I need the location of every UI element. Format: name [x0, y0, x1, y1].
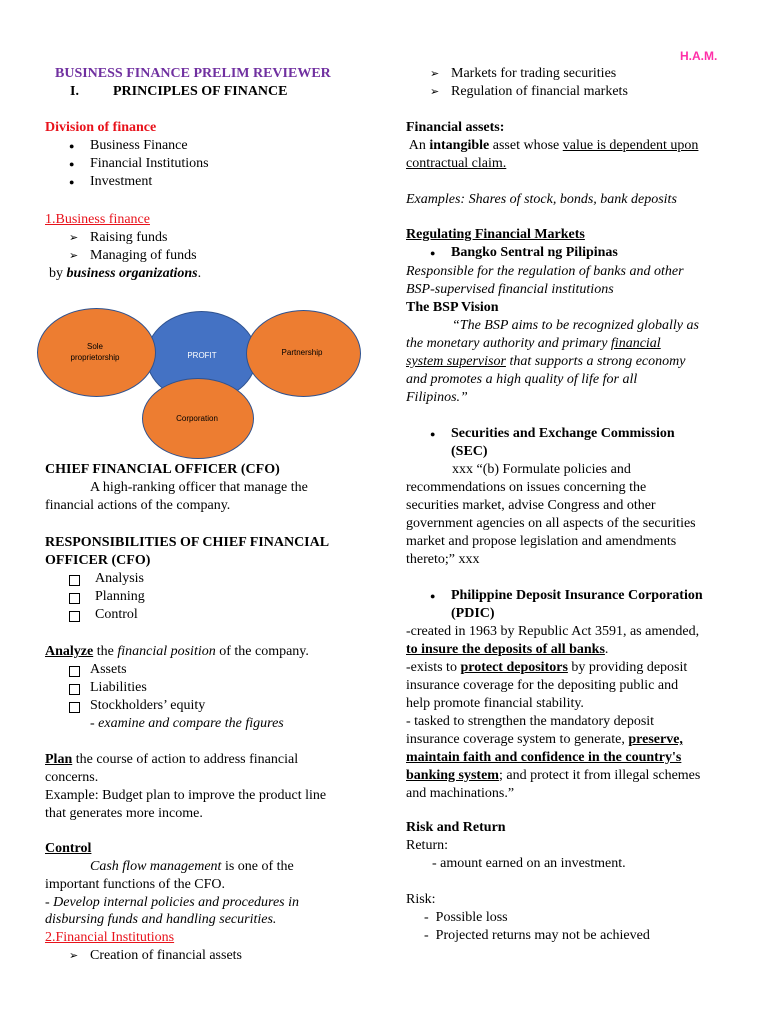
pdic-line2 [406, 641, 608, 659]
section-number: I. [70, 84, 79, 99]
risk-label: Risk: [406, 892, 436, 907]
checkbox-bullet-icon [69, 575, 80, 586]
document-title: BUSINESS FINANCE PRELIM REVIEWER [55, 66, 331, 81]
plan-example-line2: that generates more income. [45, 806, 203, 821]
pdic2-end: . [604, 642, 609, 657]
corporation-label: Corporation [176, 414, 218, 423]
bullet-icon: ● [430, 429, 436, 439]
pdic-line7 [406, 731, 683, 749]
control-line2: important functions of the CFO. [45, 877, 226, 892]
analyze-item: Stockholders’ equity [90, 698, 206, 713]
analyze-word: Analyze [45, 644, 94, 659]
cfo-heading: CHIEF FINANCIAL OFFICER (CFO) [45, 462, 280, 477]
plan-example-line1: Example: Budget plan to improve the product line [45, 788, 327, 803]
control-rest: is one of the [221, 859, 294, 874]
author-initials: H.A.M. [680, 49, 718, 63]
analyze-italic: financial position [117, 644, 216, 659]
bf-by-line [49, 265, 201, 283]
pdic9b: ; and protect it from illegal schemes [498, 768, 701, 783]
return-definition: - amount earned on an investment. [432, 856, 626, 871]
bf-item: Managing of funds [90, 248, 197, 263]
fi-item: Regulation of financial markets [451, 84, 628, 99]
plan-word: Plan [45, 752, 73, 767]
plan-line2: concerns. [45, 770, 99, 785]
bullet-icon: ● [69, 177, 75, 187]
pdic-line10: and machinations.” [406, 786, 515, 801]
pdic7b: preserve, [628, 732, 683, 747]
analyze-note: - examine and compare the figures [90, 716, 284, 731]
bf-by: by [49, 266, 63, 281]
financial-assets-examples: Examples: Shares of stock, bonds, bank deposits [406, 192, 677, 207]
fa-mid: asset whose [489, 138, 563, 153]
pdic-line8: maintain faith and confidence in the country's [406, 750, 682, 765]
plan-line [45, 751, 298, 769]
sole-label-line2: proprietorship [70, 353, 120, 362]
fi-item: Markets for trading securities [451, 66, 617, 81]
bsp-desc-line1: Responsible for the regulation of banks and other [406, 264, 684, 279]
fi-item: Creation of financial assets [90, 948, 243, 963]
responsibility-item: Control [95, 607, 138, 622]
pdic-line6: - tasked to strengthen the mandatory deposit [406, 714, 655, 729]
responsibilities-heading-line2: OFFICER (CFO) [45, 553, 151, 568]
bullet-icon: ● [430, 248, 436, 258]
pdic-line5: help promote financial stability. [406, 696, 584, 711]
vision-line5: Filipinos.” [406, 390, 468, 405]
arrow-bullet-icon: ➢ [430, 86, 440, 98]
division-heading: Division of finance [45, 120, 157, 135]
risk-return-heading: Risk and Return [406, 820, 506, 835]
vision-line1: “The BSP aims to be recognized globally as [452, 318, 699, 333]
vision2u: financial [610, 336, 661, 351]
pdic-name-line2: (PDIC) [451, 606, 495, 621]
pdic7a: insurance coverage system to generate, [406, 732, 629, 747]
vision-line3 [406, 353, 685, 371]
pdic-name: Philippine Deposit Insurance Corporation [451, 588, 703, 603]
responsibility-item: Planning [95, 589, 145, 604]
business-finance-heading: 1.Business finance [45, 212, 150, 227]
bf-item: Raising funds [90, 230, 168, 245]
sec-line5: market and propose legislation and amendments [406, 534, 677, 549]
control-line1 [90, 858, 294, 876]
arrow-bullet-icon: ➢ [69, 232, 79, 244]
analyze-item: Liabilities [90, 680, 147, 695]
arrow-bullet-icon: ➢ [430, 68, 440, 80]
plan-rest: the course of action to address financial [72, 752, 299, 767]
division-item: Business Finance [90, 138, 188, 153]
regulating-heading: Regulating Financial Markets [406, 227, 585, 242]
sec-line1: xxx “(b) Formulate policies and [452, 462, 631, 477]
risk-item: - Possible loss [424, 910, 508, 925]
sec-line2: recommendations on issues concerning the [406, 480, 647, 495]
vision-line4: and promotes a high quality of life for all [406, 372, 638, 387]
checkbox-bullet-icon [69, 611, 80, 622]
sole-proprietorship-label [55, 341, 135, 363]
fa-underline1: value is dependent upon [562, 138, 699, 153]
bsp-name: Bangko Sentral ng Pilipinas [451, 245, 618, 260]
control-heading: Control [45, 841, 92, 856]
analyze-item: Assets [90, 662, 127, 677]
arrow-bullet-icon: ➢ [69, 950, 79, 962]
control-italic: Cash flow management [90, 859, 222, 874]
control-line4: disbursing funds and handling securities. [45, 912, 277, 927]
checkbox-bullet-icon [69, 684, 80, 695]
vision-line2 [406, 335, 661, 353]
section-title: PRINCIPLES OF FINANCE [113, 84, 288, 99]
sec-name: Securities and Exchange Commission [451, 426, 675, 441]
pdic3b: protect depositors [460, 660, 568, 675]
pdic2-bold: to insure the deposits of all banks [406, 642, 605, 657]
vision2a: the monetary authority and primary [406, 336, 611, 351]
sec-line6: thereto;” xxx [406, 552, 480, 567]
pdic3c: by providing deposit [567, 660, 688, 675]
pdic-line9 [406, 767, 700, 785]
pdic9a: banking system [406, 768, 499, 783]
fa-an: An [406, 138, 430, 153]
pdic-line1: -created in 1963 by Republic Act 3591, as amended, [406, 624, 700, 639]
cfo-desc-line1: A high-ranking officer that manage the [90, 480, 308, 495]
bsp-vision-heading: The BSP Vision [406, 300, 499, 315]
bf-by-bold: business organizations [66, 266, 198, 281]
checkbox-bullet-icon [69, 666, 80, 677]
financial-assets-heading: Financial assets: [406, 120, 505, 135]
return-label: Return: [406, 838, 448, 853]
pdic-line4: insurance coverage for the depositing public and [406, 678, 679, 693]
division-item: Investment [90, 174, 153, 189]
bf-by-period: . [197, 266, 202, 281]
financial-assets-line1 [406, 137, 698, 155]
responsibility-item: Analysis [95, 571, 144, 586]
analyze-the: the [93, 644, 118, 659]
arrow-bullet-icon: ➢ [69, 250, 79, 262]
checkbox-bullet-icon [69, 702, 80, 713]
analyze-rest: of the company. [215, 644, 309, 659]
cfo-desc-line2: financial actions of the company. [45, 498, 231, 513]
partnership-label: Partnership [281, 348, 323, 357]
vision3u: system supervisor [406, 354, 506, 369]
bullet-icon: ● [69, 159, 75, 169]
responsibilities-heading: RESPONSIBILITIES OF CHIEF FINANCIAL [45, 535, 330, 550]
bsp-desc-line2: BSP-supervised financial institutions [406, 282, 614, 297]
risk-item: - Projected returns may not be achieved [424, 928, 650, 943]
pdic-line3 [406, 659, 687, 677]
bullet-icon: ● [69, 141, 75, 151]
checkbox-bullet-icon [69, 593, 80, 604]
financial-institutions-heading: 2.Financial Institutions [45, 930, 175, 945]
control-line3: - Develop internal policies and procedures in [45, 895, 300, 910]
profit-label: PROFIT [187, 351, 217, 360]
bullet-icon: ● [430, 591, 436, 601]
sec-line3: securities market, advise Congress and other [406, 498, 656, 513]
analyze-line [45, 643, 309, 661]
pdic3a: -exists to [406, 660, 461, 675]
sec-line4: government agencies on all aspects of the securities [406, 516, 696, 531]
fa-bold: intangible [429, 138, 490, 153]
vision3b: that supports a strong economy [505, 354, 686, 369]
division-item: Financial Institutions [90, 156, 209, 171]
sole-label-line1: Sole [86, 342, 103, 351]
financial-assets-line2: contractual claim. [406, 156, 507, 171]
sec-name-line2: (SEC) [451, 444, 488, 459]
